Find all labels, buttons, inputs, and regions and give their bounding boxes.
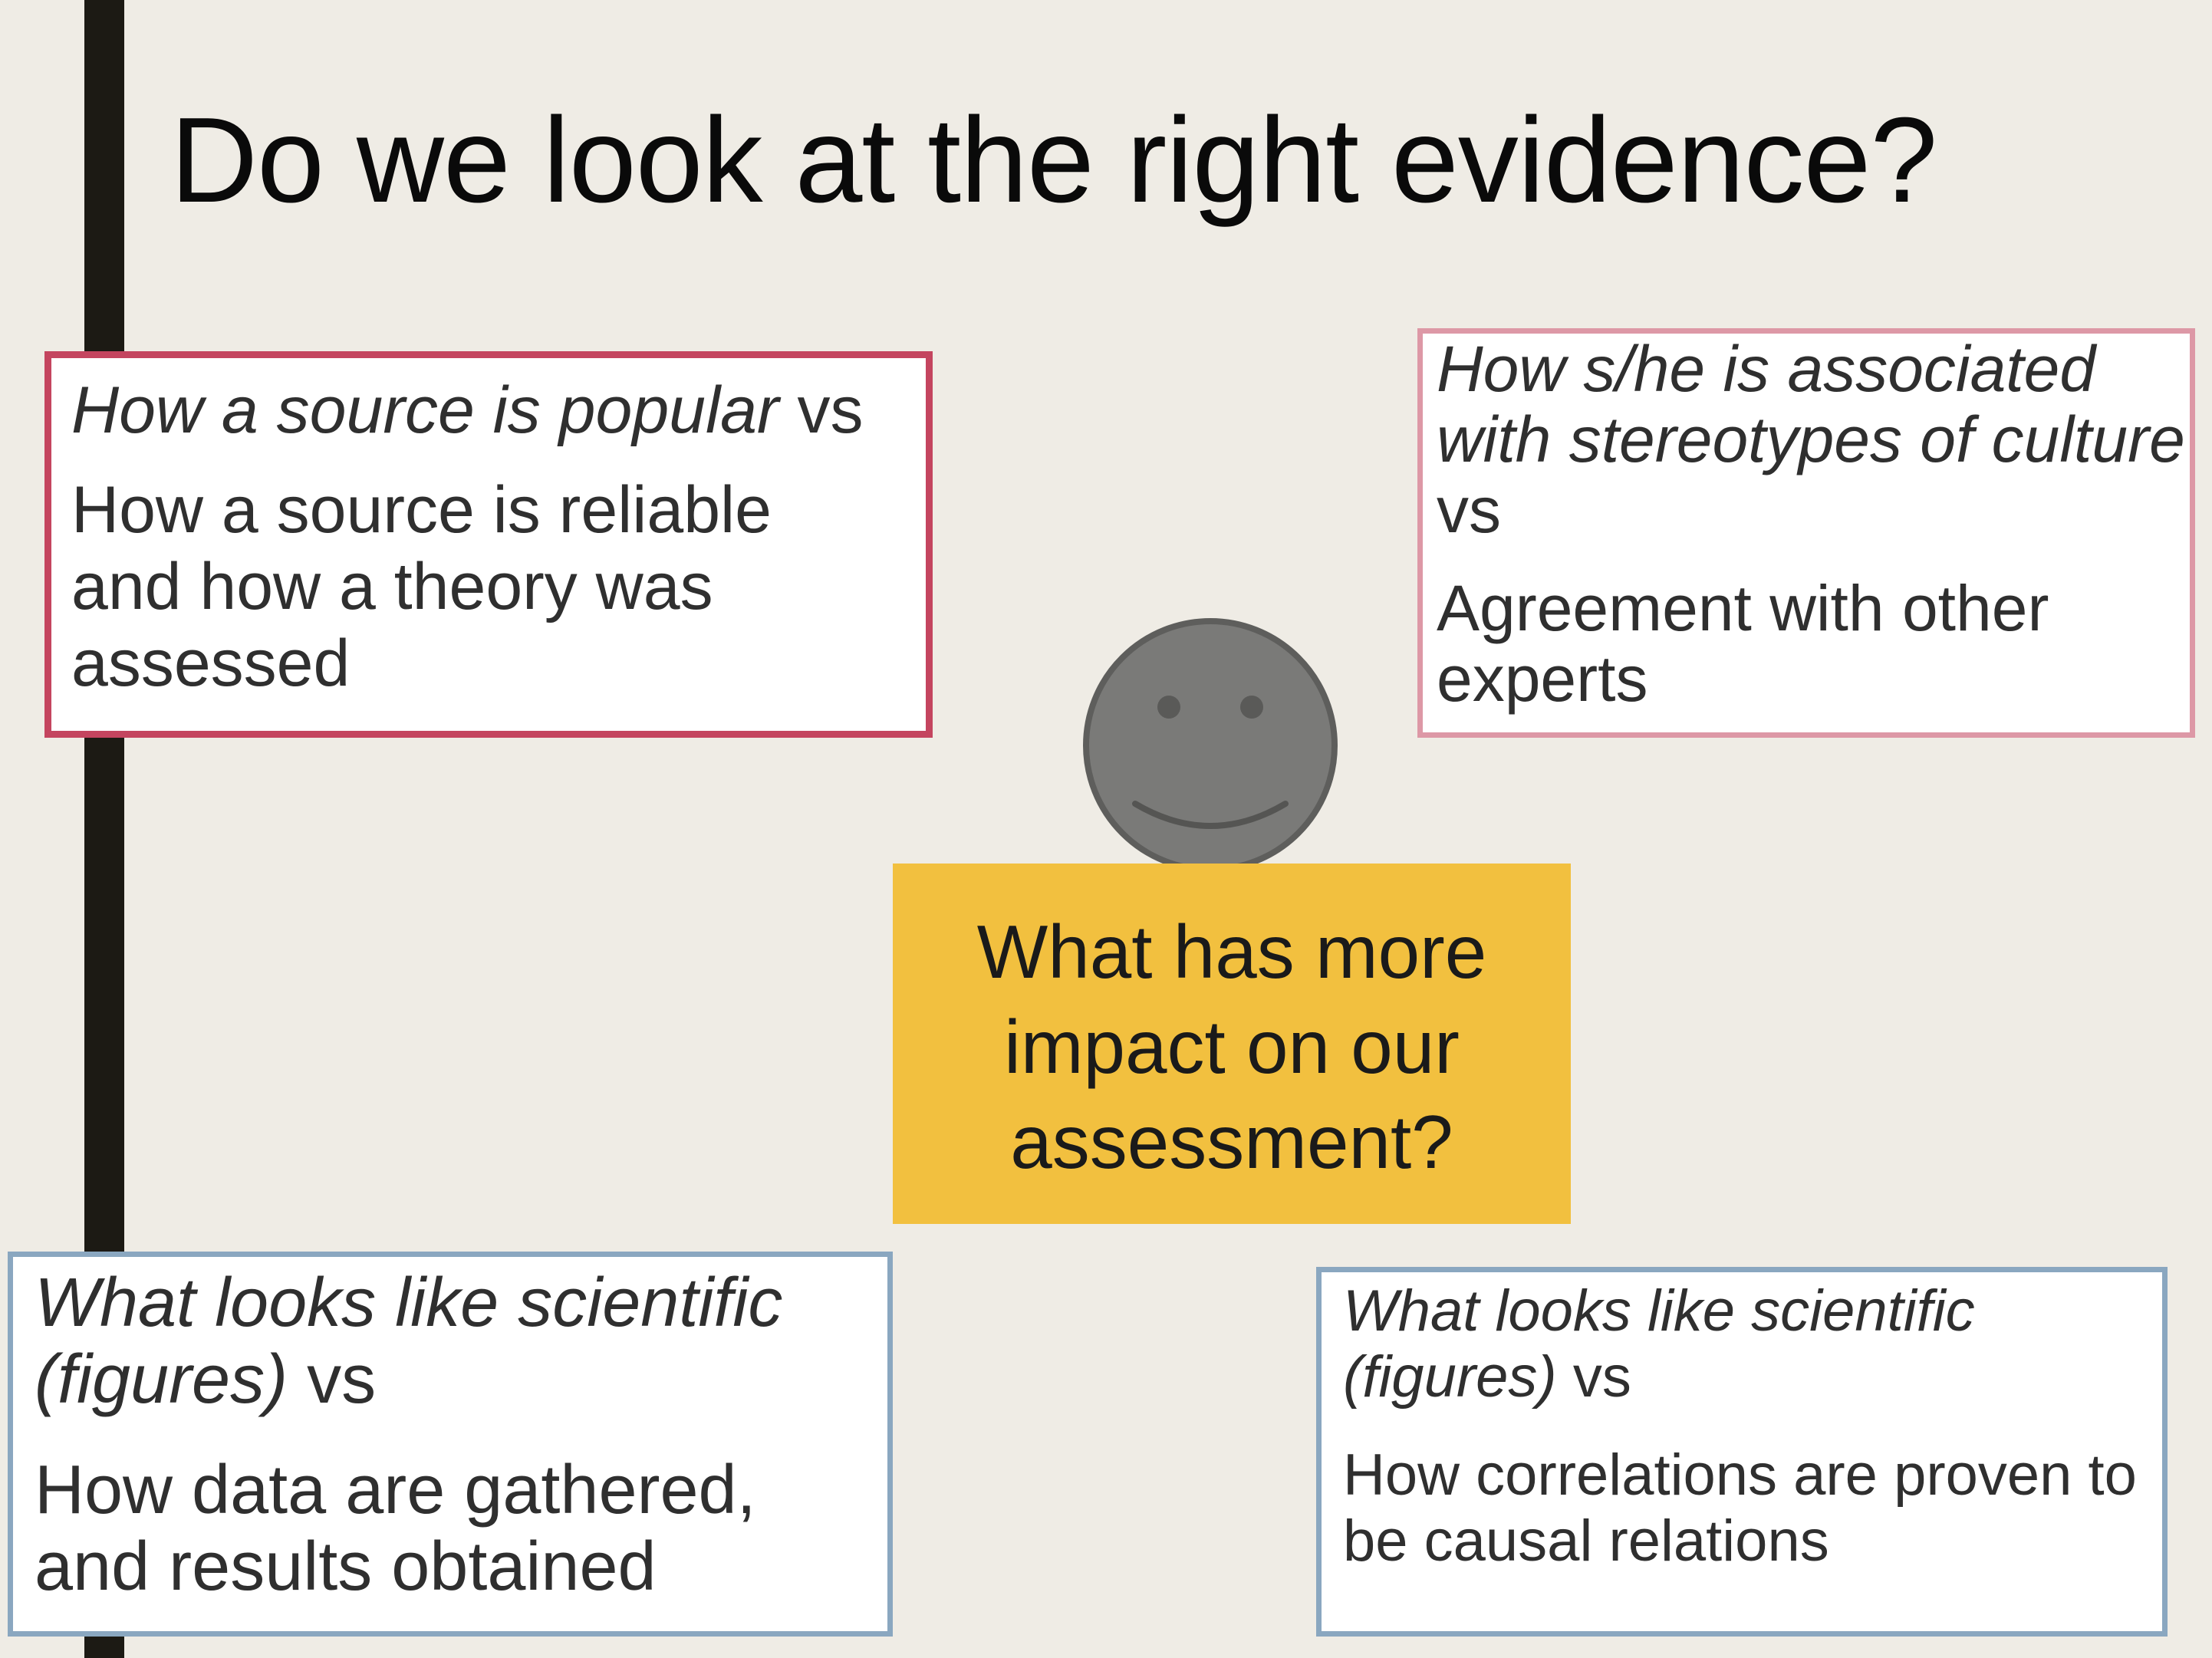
comparison-box-bottom-left <box>8 1252 893 1637</box>
question-italic-text: What looks like scientific (figures) <box>1343 1278 1975 1410</box>
box-answer: How data are gathered, and results obtained <box>35 1452 756 1605</box>
vs-connector: vs <box>1437 474 1501 546</box>
slide-title: Do we look at the right evidence? <box>170 93 1937 228</box>
box-question <box>35 1265 878 1418</box>
question-italic-text: How s/he is associated with stereotypes of culture <box>1437 333 2185 475</box>
box-question <box>1437 334 2196 545</box>
comparison-box-bottom-right <box>1316 1267 2168 1637</box>
box-question <box>71 372 926 449</box>
vs-connector: vs <box>778 373 864 447</box>
smiley-face-icon <box>1081 614 1339 877</box>
question-italic-text: What looks like scientific (figures) <box>35 1265 783 1418</box>
vs-connector: vs <box>1556 1344 1631 1410</box>
comparison-box-top-right <box>1417 328 2195 738</box>
box-question <box>1343 1278 2079 1410</box>
box-answer: How correlations are proven to be causal relations <box>1343 1443 2137 1574</box>
callout-text: What has more impact on our assessment? <box>976 910 1487 1184</box>
vs-connector: vs <box>288 1341 377 1418</box>
box-answer: How a source is reliable and how a theory was assessed <box>71 473 772 700</box>
center-callout <box>893 864 1571 1224</box>
comparison-box-top-left <box>44 351 933 738</box>
box-answer: Agreement with other experts <box>1437 572 2049 715</box>
question-italic-text: How a source is popular <box>71 373 779 447</box>
